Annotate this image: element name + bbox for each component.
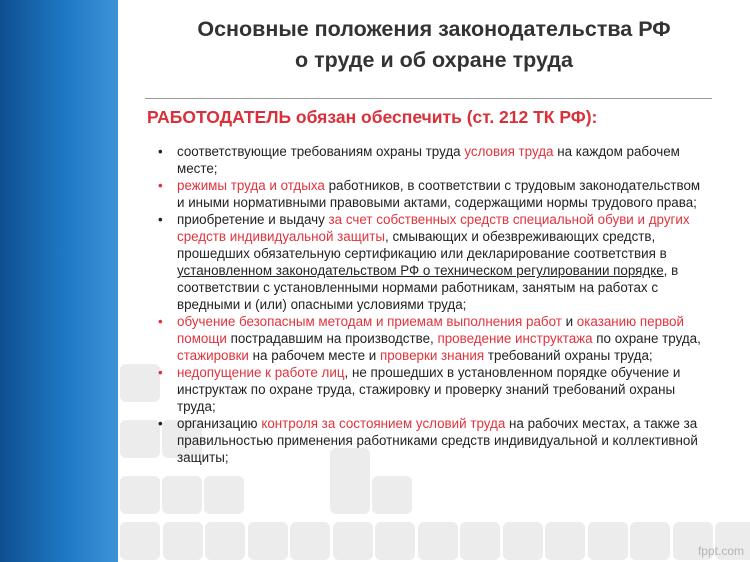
title-line-1: Основные положения законодательства РФ: [197, 17, 671, 41]
background-tile: [630, 522, 670, 560]
list-item: [158, 211, 708, 313]
background-tile: [163, 522, 203, 560]
background-tile: [248, 522, 288, 560]
bullet-icon: •: [158, 144, 163, 159]
item-text: по охране труда,: [592, 331, 701, 346]
bullet-icon: •: [158, 212, 163, 227]
background-tile: [375, 522, 415, 560]
highlighted-text: условия труда: [464, 144, 554, 159]
background-tile: [503, 522, 543, 560]
background-tile: [120, 522, 160, 560]
watermark: fppt.com: [697, 544, 744, 558]
highlighted-text: проверки знания: [379, 348, 485, 363]
background-tile: [418, 522, 458, 560]
highlighted-text: стажировки: [177, 348, 249, 363]
item-text: работников, в соответствии с трудовым законодательством и иными нормативными правовыми актами, содержащими нормы трудового права;: [177, 178, 701, 210]
item-text: на каждом рабочем месте;: [177, 144, 680, 176]
background-tile: [120, 476, 160, 514]
highlighted-text: недопущение к работе лиц: [177, 365, 345, 380]
background-tile: [120, 364, 160, 402]
background-tile: [120, 420, 160, 458]
item-text: , не прошедших в установленном порядке обучение и инструктаж по охране труда, стажировку и проверку знаний требований охраны труда;: [177, 365, 681, 414]
background-tile: [290, 522, 330, 560]
list-item: [158, 143, 708, 177]
background-tile: [205, 522, 245, 560]
highlighted-text: за счет собственных средств специальной обуви и других средств индивидуальной защиты: [177, 212, 690, 244]
bullet-icon: •: [158, 365, 163, 380]
bullet-icon: •: [158, 314, 163, 329]
background-tile: [588, 522, 628, 560]
list-item: [158, 415, 708, 466]
background-tile: [460, 522, 500, 560]
background-tile: [162, 476, 202, 514]
section-heading: РАБОТОДАТЕЛЬ обязан обеспечить (ст. 212 ТК РФ):: [147, 107, 598, 127]
highlighted-text: проведение инструктажа: [437, 331, 593, 346]
item-text: требований охраны труда;: [484, 348, 653, 363]
bullet-icon: •: [158, 416, 163, 431]
list-item: [158, 364, 708, 415]
background-tile: [330, 476, 370, 514]
background-tile: [545, 522, 585, 560]
item-text: организацию: [177, 416, 262, 431]
highlighted-text: контроля за состоянием условий труда: [261, 416, 506, 431]
highlighted-text: обучение безопасным методам и приемам выполнения работ: [177, 314, 562, 329]
title-line-2: о труде и об охране труда: [294, 48, 574, 72]
item-text: , смывающих и обезвреживающих средств, прошедших обязательную сертификацию или декларирование соответствия в: [177, 229, 667, 261]
item-text: , в соответствии с установленными нормами работникам, занятым на работах с вредными и (или) опасными условиями труда;: [177, 263, 679, 312]
item-text: приобретение и выдачу: [177, 212, 329, 227]
highlighted-text: режимы труда и отдыха: [177, 178, 325, 193]
background-tile: [204, 476, 244, 514]
item-text: пострадавшим на производстве,: [226, 331, 438, 346]
bullet-icon: •: [158, 178, 163, 193]
highlighted-text: оказанию первой помощи: [177, 314, 684, 346]
item-text: соответствующие требованиям охраны труда: [177, 144, 465, 159]
underlined-text: установленном законодательством РФ о техническом регулировании порядке: [177, 263, 664, 278]
list-item: [158, 177, 708, 211]
blue-side-band: [0, 0, 118, 562]
background-tile: [333, 522, 373, 560]
background-tile: [372, 476, 412, 514]
item-text: и: [561, 314, 577, 329]
item-text: на рабочем месте и: [248, 348, 380, 363]
slide-title: [118, 14, 750, 76]
obligations-list: [158, 143, 708, 466]
title-divider: [145, 98, 712, 99]
list-item: [158, 313, 708, 364]
item-text: на рабочих местах, а также за правильностью применения работниками средств индивидуальной и коллективной защиты;: [177, 416, 698, 465]
